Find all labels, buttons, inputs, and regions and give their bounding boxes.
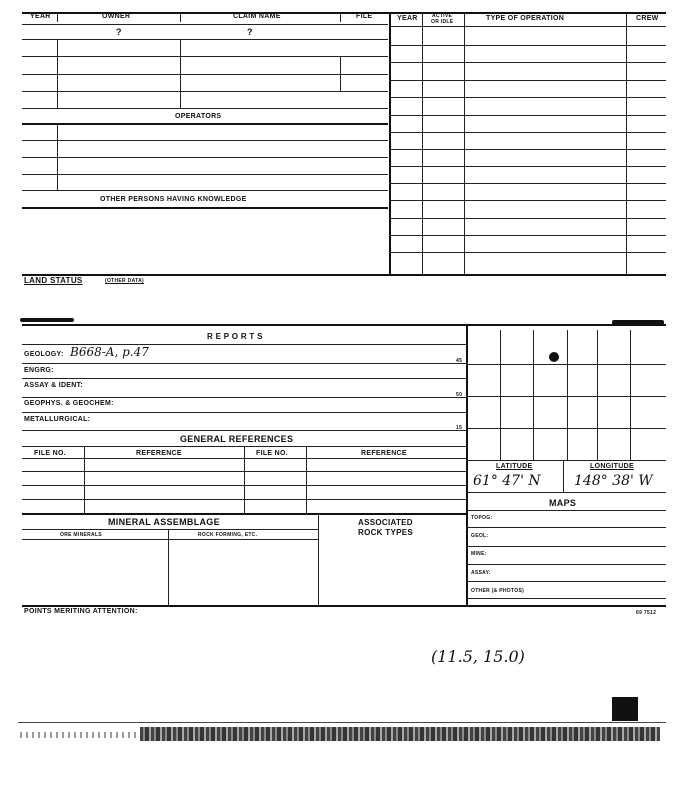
geology-value: B668-A, p.47 [70, 345, 149, 359]
location-marker-icon [549, 352, 559, 362]
map-geol-label: GEOL: [471, 533, 489, 539]
claim-name-header: CLAIM NAME [233, 13, 281, 20]
land-status-sub: (OTHER DATA) [105, 278, 144, 284]
latitude-value: 61° 47' N [473, 473, 541, 489]
geology-num: 45 [456, 358, 463, 364]
assay-num: 50 [456, 392, 463, 398]
general-references-title: GENERAL REFERENCES [180, 434, 294, 444]
year-header: YEAR [30, 13, 51, 20]
map-topog-label: TOPOG: [471, 515, 493, 521]
active-header-1: ACTIVE [432, 13, 453, 19]
engrg-label: ENGRG: [24, 367, 54, 374]
maps-title: MAPS [549, 498, 577, 508]
active-header-2: OR IDLE [431, 19, 454, 25]
map-assay-label: ASSAY: [471, 570, 491, 576]
metallurgical-num: 15 [456, 425, 463, 431]
file-no-header-2: FILE NO. [256, 450, 288, 457]
longitude-value: 148° 38' W [574, 473, 653, 489]
rock-forming-header: ROCK FORMING, ETC. [198, 532, 258, 538]
claim-name-value: ? [247, 27, 253, 37]
owner-value: ? [116, 27, 122, 37]
associated-label-1: ASSOCIATED [358, 518, 413, 527]
type-of-operation-header: TYPE OF OPERATION [486, 15, 565, 22]
file-header: FILE [356, 13, 373, 20]
metallurgical-label: METALLURGICAL: [24, 416, 91, 423]
associated-label-2: ROCK TYPES [358, 528, 414, 537]
reports-title: R E P O R T S [207, 332, 263, 341]
reference-header-1: REFERENCE [136, 450, 182, 457]
reference-header-2: REFERENCE [361, 450, 407, 457]
ore-minerals-header: ORE MINERALS [60, 532, 102, 538]
geophys-label: GEOPHYS. & GEOCHEM: [24, 400, 114, 407]
crew-header: CREW [636, 15, 659, 22]
latitude-label: LATITUDE [496, 463, 533, 470]
map-mine-label: MINE: [471, 551, 487, 557]
assay-label: ASSAY & IDENT: [24, 382, 84, 389]
file-no-header-1: FILE NO. [34, 450, 66, 457]
other-persons-title: OTHER PERSONS HAVING KNOWLEDGE [100, 196, 247, 203]
longitude-label: LONGITUDE [590, 463, 634, 470]
geology-label: GEOLOGY: [24, 351, 64, 358]
points-meriting-attention-label: POINTS MERITING ATTENTION: [24, 608, 138, 615]
mineral-assemblage-title: MINERAL ASSEMBLAGE [108, 517, 220, 527]
operators-title: OPERATORS [175, 113, 222, 120]
owner-header: OWNER [102, 13, 131, 20]
handwritten-coordinates-note: (11.5, 15.0) [431, 647, 525, 666]
land-status-label: LAND STATUS [24, 276, 83, 285]
form-number: 69 7512 [636, 610, 657, 616]
op-year-header: YEAR [397, 15, 418, 22]
map-other-label: OTHER (& PHOTOS) [471, 588, 525, 594]
